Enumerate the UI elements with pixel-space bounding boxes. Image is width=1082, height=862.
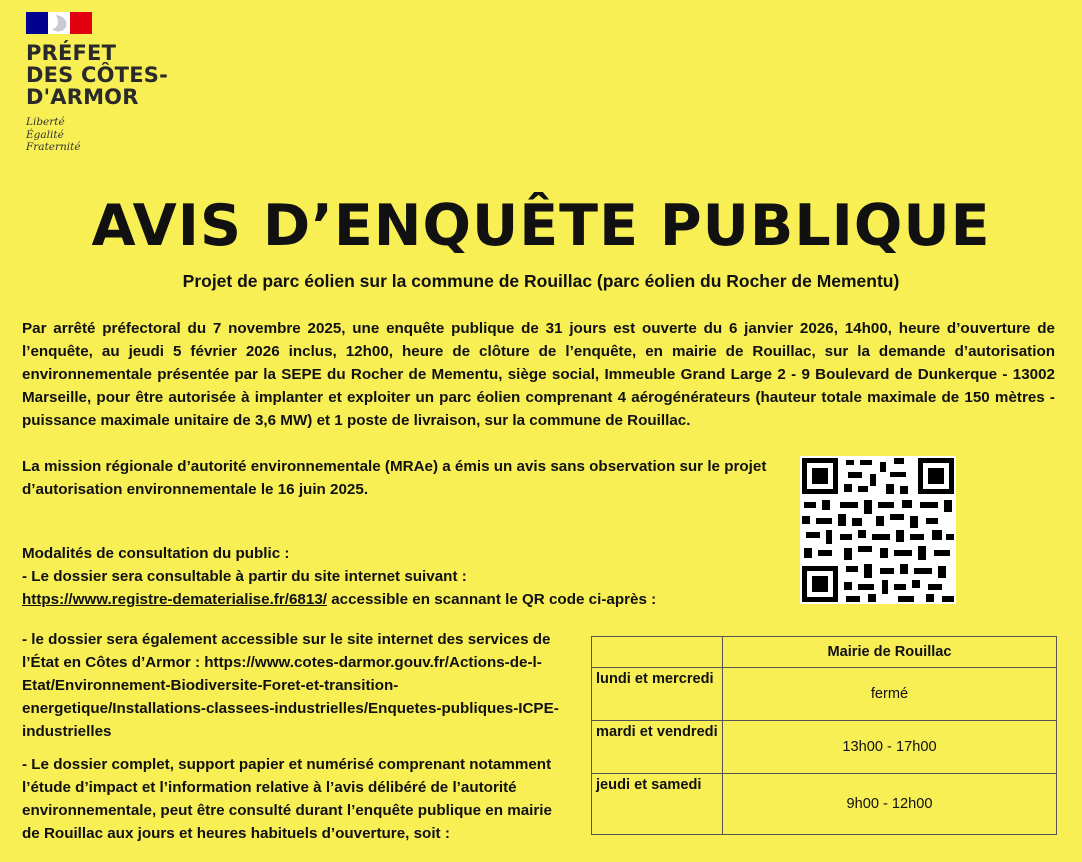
republic-flag-icon [26, 12, 92, 34]
prefecture-name-line: D'ARMOR [26, 85, 139, 109]
republic-motto [26, 116, 168, 154]
consultation-section [22, 542, 782, 611]
table-cell-day: jeudi et samedi [592, 774, 723, 835]
opening-hours-table [591, 636, 1057, 835]
mrae-paragraph: La mission régionale d’autorité environnementale (MRAe) a émis un avis sans observation sur le projet d’autorisation environnementale le 16 juin 2025. [22, 458, 767, 498]
page-title: AVIS D’ENQUÊTE PUBLIQUE [91, 193, 991, 259]
table-header-empty [592, 637, 723, 668]
project-subtitle: Projet de parc éolien sur la commune de Rouillac (parc éolien du Rocher de Mementu) [182, 271, 900, 291]
motto-line: Liberté [26, 116, 65, 128]
table-header-town-hall: Mairie de Rouillac [723, 637, 1057, 668]
consultation-item-website-intro: - Le dossier sera consultable à partir du site internet suivant : [22, 568, 467, 585]
decree-paragraph: Par arrêté préfectoral du 7 novembre 2025, une enquête publique de 31 jours est ouverte du 6 janvier 2026, 14h00, heure d’ouverture de l’enquête, au jeudi 5 février 2026 inclus, 12h00, heure de clôture de l’enquête, en mairie de Rouillac, sur la demande d’autorisation environnementale présentée par la SEPE du Rocher de Mementu, siège social, Immeuble Grand Large 2 - 9 Boulevard de Dunkerque - 13002 Marseille, pour être autorisée à implanter et exploiter un parc éolien comprenant 4 aérogénérateurs (hauteur totale maximale de 150 mètres - puissance maximale unitaire de 3,6 MW) et 1 poste de livraison, sur la commune de Rouillac. [22, 320, 1055, 429]
table-cell-day: lundi et mercredi [592, 668, 723, 721]
consultation-details [22, 628, 572, 855]
qr-code-icon[interactable] [800, 456, 956, 604]
motto-line: Fraternité [26, 141, 81, 153]
table-cell-day: mardi et vendredi [592, 721, 723, 774]
table-cell-hours: fermé [723, 668, 1057, 721]
table-row [592, 637, 1057, 668]
registry-link[interactable]: https://www.registre-dematerialise.fr/6813/ [22, 591, 327, 608]
table-row [592, 721, 1057, 774]
consultation-item-town-hall: - Le dossier complet, support papier et numérisé comprenant notamment l’étude d’impact et l’information relative à l’avis délibéré de l’autorité environnementale, peut être consulté durant l’enquête publique en mairie de Rouillac aux jours et heures habituels d’ouverture, soit : [22, 756, 552, 842]
table-row [592, 774, 1057, 835]
table-row [592, 668, 1057, 721]
consultation-item-state-site: - le dossier sera également accessible sur le site internet des services de l’État en Côtes d’Armor : https://www.cotes-darmor.gouv.fr/Actions-de-l-Etat/Environnement-Biodiversite-Foret-et-transition-energetique/Installations-classees-industrielles/Enquetes-publiques-ICPE-industrielles [22, 631, 559, 740]
motto-line: Égalité [26, 128, 64, 141]
prefecture-name [26, 42, 168, 108]
consultation-item-website-line [22, 588, 782, 611]
registry-link-suffix: accessible en scannant le QR code ci-après : [326, 591, 657, 608]
prefecture-name-line: DES CÔTES- [26, 63, 168, 87]
table-cell-hours: 9h00 - 12h00 [723, 774, 1057, 835]
consultation-heading: Modalités de consultation du public : [22, 545, 290, 562]
table-cell-hours: 13h00 - 17h00 [723, 721, 1057, 774]
prefecture-name-line: PRÉFET [26, 41, 117, 65]
prefecture-logo [26, 12, 168, 154]
